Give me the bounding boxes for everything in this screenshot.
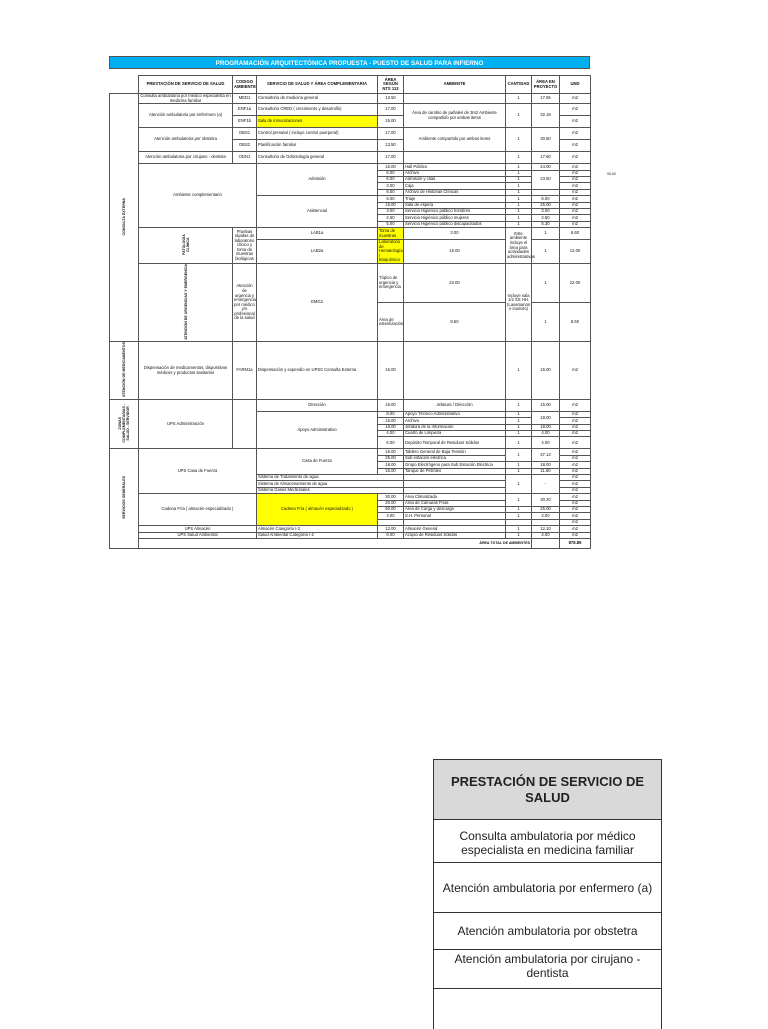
code-cell: ENF1a [233, 104, 257, 116]
servicio-cell: Apoyo Administrativo [257, 411, 378, 449]
zoom-header: PRESTACIÓN DE SERVICIO DE SALUD [434, 759, 661, 820]
proyecto-cell: 4.00 [532, 532, 560, 538]
table-row [110, 104, 591, 116]
code-cell: OBS2 [233, 140, 257, 152]
code-cell: EMG2 [257, 264, 378, 342]
proyecto-cell: 5.30 [532, 221, 560, 227]
area-cell: 17.00 [378, 152, 404, 164]
proyecto-cell: 15.00 [532, 342, 560, 400]
zoom-row-1: Consulta ambulatoria por médico especialista en medicina familiar [434, 820, 661, 863]
servicio-cell: Consultorio CRED ( crecimiento y desarrollo) [257, 104, 378, 116]
group-label: ATENCIÓN DE URGENCIAS Y EMERGENCIA [183, 264, 188, 340]
program-sheet [109, 56, 590, 549]
zoom-row-2: Atención ambulatoria por enfermero (a) [434, 863, 661, 913]
proyecto-cell: 37.13 [532, 449, 560, 462]
ambiente-cell: Acopio de Residuos Sólidos [404, 532, 506, 538]
ambiente-cell: Almacén General [404, 526, 506, 532]
unit-cell: m2 [560, 526, 591, 532]
proyecto-cell: 2.00 [532, 513, 560, 519]
servicio-cell: Toma de muestras [378, 228, 404, 240]
unit-cell: m2 [560, 104, 591, 116]
unit-cell: m2 [560, 128, 591, 140]
group-label: CONSULTA EXTERNA [122, 198, 126, 236]
code-cell: LAB1a [257, 228, 378, 240]
table-row [110, 228, 591, 240]
unit-cell: m2 [560, 475, 591, 481]
proyecto-cell: 24.00 [532, 164, 560, 170]
ambiente-cell [404, 342, 506, 400]
prestacion-cell: Consulta ambulatoria por médico especialista en medicina familiar [140, 93, 231, 103]
area-cell: 17.00 [378, 104, 404, 116]
ambiente-cell: Ambiente compartido por ambos items [404, 128, 506, 152]
area-cell: 30.00 [378, 494, 404, 500]
zoom-row-3: Atención ambulatoria por obstetra [434, 913, 661, 950]
total-value: 878.86 [560, 538, 591, 548]
ambiente-cell: Jefatura / Dirección [404, 399, 506, 411]
area-cell: 12.00 [378, 526, 404, 532]
unit-cell: m2 [560, 519, 591, 525]
unit-cell: m2 [560, 183, 591, 189]
area-cell: 15.00 [378, 449, 404, 455]
area-cell: 22.00 [404, 264, 506, 303]
sheet-title: PROGRAMACIÓN ARQUITECTÓNICA PROPUESTA - PUESTO DE SALUD PARA INFIERNO [109, 56, 590, 69]
servicio-cell: Sistema Gases Medicinales [257, 487, 404, 493]
unit-cell: m2 [560, 170, 591, 176]
ambiente-cell: Incluye sala 1/2 SS HH. (Lavamanos e inodoro) [506, 264, 532, 342]
ambiente-cell [404, 152, 506, 164]
area-cell: 3.00 [378, 183, 404, 189]
area-cell: 5.00 [378, 221, 404, 227]
servicio-cell: Sistema de Tratamiento de agua [257, 475, 404, 481]
area-cell: 6.00 [378, 176, 404, 182]
cantidad-cell: 1 [506, 468, 532, 474]
cantidad-cell: 1 [506, 128, 532, 152]
header-und: UND [560, 76, 591, 94]
ambiente-cell: Tablero General de Baja Tensión [404, 449, 506, 455]
proyecto-cell: 2.50 [532, 215, 560, 221]
unit-cell: m2 [560, 481, 591, 487]
proyecto-cell: 15.00 [532, 399, 560, 411]
proyecto-cell: 18.00 [532, 424, 560, 430]
area-cell: 15.00 [378, 468, 404, 474]
unit-cell: m2 [560, 342, 591, 400]
ambiente-cell: Archivo [404, 418, 506, 424]
table-row [110, 152, 591, 164]
table-row [110, 494, 591, 500]
ambiente-cell: Grupo Electrógeno para Sub Estación Eléctrica [404, 462, 506, 468]
cantidad-cell: 1 [506, 507, 532, 513]
prestacion-cell: Atención ambulatoria por enfermero (a) [139, 104, 233, 128]
unit-cell: m2 [560, 455, 591, 461]
unit-cell: m2 [560, 513, 591, 519]
ambiente-cell: Jefatura de la Información [404, 424, 506, 430]
unit-cell: m2 [560, 462, 591, 468]
area-cell: 4.00 [378, 431, 404, 437]
code-cell: LAB2a [257, 240, 378, 264]
unit-cell: m2 [560, 468, 591, 474]
proyecto-cell: 30.20 [532, 494, 560, 507]
cantidad-cell: 1 [506, 513, 532, 519]
ambiente-cell: Sub estación eléctrica [404, 455, 506, 461]
area-cell: 25.00 [378, 455, 404, 461]
proyecto-cell: 18.00 [532, 411, 560, 424]
cantidad-cell: 1 [506, 94, 532, 104]
area-cell: 15.00 [404, 240, 506, 264]
proyecto-cell: 11.60 [532, 468, 560, 474]
cantidad-cell: 1 [506, 449, 532, 462]
ambiente-cell: Servicio Higiénico público hombres [404, 208, 506, 214]
prestacion-cell: Pruebas rápidas de laboratorio clínico y toma de muestras biológicas [233, 228, 257, 264]
cantidad-cell: 1 [506, 104, 532, 128]
ambiente-cell: Archivo [404, 170, 506, 176]
servicio-cell: Consultorio de Odontología general [257, 152, 378, 164]
servicio-cell: Sala de inmunizaciones [257, 116, 378, 128]
cantidad-cell: 1 [506, 526, 532, 532]
servicio-cell: Tópico de urgencia y emergencia [378, 264, 404, 303]
code-cell: OBS1 [233, 128, 257, 140]
cantidad-cell: 1 [506, 475, 532, 494]
servicio-cell: Control prenatal ( incluye control puerperal) [257, 128, 378, 140]
servicio-cell: Sistema de Almacenamiento de agua [257, 481, 404, 487]
header-codigo: CODIGO AMBIENTE [233, 76, 257, 94]
area-cell: 6.00 [378, 170, 404, 176]
header-area-proyecto: ÁREA EN PROYECTO [532, 76, 560, 94]
ambiente-cell: Triaje [404, 196, 506, 202]
ambiente-cell: Caja [404, 183, 506, 189]
area-cell: 15.00 [378, 342, 404, 400]
cantidad-cell: 1 [506, 189, 532, 195]
area-cell: 60.00 [378, 507, 404, 513]
unit-cell: m2 [560, 424, 591, 430]
cantidad-cell: 1 [506, 411, 532, 417]
unit-cell: m2 [560, 437, 591, 449]
ambiente-cell: Área de cambio de pañales de 3m2 Ambiente compartido por ambas items [404, 104, 506, 128]
unit-cell: m2 [560, 208, 591, 214]
proyecto-cell: 17.55 [532, 94, 560, 104]
code-cell: MED1 [233, 94, 257, 104]
ambiente-cell: Sala de espera [404, 202, 506, 208]
header-servicio: SERVICIO DE SALUD Y ÁREA COMPLEMENTARIA [257, 76, 378, 94]
cantidad-cell: 1 [506, 176, 532, 182]
unit-cell: m2 [560, 215, 591, 221]
prestacion-cell: Cadena Fría ( almacén especializado ) [139, 494, 257, 526]
header-prestacion: PRESTACIÓN DE SERVICIO DE SALUD [139, 76, 233, 94]
table-row [110, 399, 591, 411]
cantidad-cell: 1 [506, 183, 532, 189]
servicio-cell: Admisión [257, 164, 378, 196]
total-row [110, 538, 591, 548]
cantidad-cell: 1 [506, 164, 532, 170]
proyecto-cell: 4.00 [532, 431, 560, 437]
area-cell: 15.00 [378, 418, 404, 424]
prestacion-cell: UPS Administración [139, 399, 233, 449]
unit-cell: m2 [560, 494, 591, 500]
area-cell: 18.00 [378, 424, 404, 430]
prestacion-cell: UPS Salud Ambiental [139, 532, 257, 538]
unit-cell: m2 [560, 507, 591, 513]
zoom-row-4: Atención ambulatoria por cirujano - dentista [434, 950, 661, 989]
proyecto-cell: 18.00 [532, 462, 560, 468]
proyecto-cell: 6.60 [560, 228, 591, 240]
unit-cell: m2 [560, 500, 591, 506]
ambiente-cell: Este ambiente incluye el área para actividades administrativas [506, 228, 532, 264]
area-cell: 15.00 [378, 202, 404, 208]
ambiente-cell: Área de Carga y descarga [404, 507, 506, 513]
unit-cell: m2 [560, 411, 591, 417]
servicio-cell: Área de esterilización [378, 303, 404, 342]
ambiente-cell: S.H. Personal [404, 513, 506, 519]
servicio-cell: Asistencial [257, 196, 378, 228]
prestacion-cell: UPS Casa de Fuerza [139, 449, 257, 494]
cantidad-cell: 1 [532, 303, 560, 342]
unit-cell: m2 [560, 94, 591, 104]
program-table [109, 75, 591, 549]
group-label: ATENCIÓN DE MEDICAMENTOS [122, 342, 126, 398]
total-label: ÁREA TOTAL DE AMBIENTES [139, 538, 532, 548]
code-cell: ENF1b [233, 116, 257, 128]
group-label: SERVICIOS GENERALES [122, 476, 126, 520]
ambiente-cell: Depósito Temporal de Residuos Sólidos [404, 437, 506, 449]
zoom-panel [433, 759, 662, 1029]
group-label: PATOLOGÍA CLÍNICA [181, 234, 190, 256]
servicio-cell: Salud Ambiental Categoría I-2 [257, 532, 378, 538]
unit-cell: m2 [560, 449, 591, 455]
servicio-cell: Dirección [257, 399, 378, 411]
servicio-cell: Dispensación y expendio en UPSS Consulta Externa [257, 342, 378, 400]
cantidad-cell: 1 [506, 437, 532, 449]
servicio-cell: Laboratorio de Hematología / Bioquímica [379, 239, 403, 263]
proyecto-cell: 30.50 [532, 128, 560, 152]
proyecto-cell: 23.50 [532, 170, 560, 189]
unit-cell: m2 [560, 116, 591, 128]
ambiente-cell: Archivo de Historias Clínicas [404, 189, 506, 195]
header-area-nts: ÁREA SEGÚN NTS 113 [378, 76, 404, 94]
cantidad-cell: 1 [506, 170, 532, 176]
group-label: ZONAS COMPLEMENTARIAS - SALUD - SERVIDOR [118, 404, 130, 443]
side-note: 98.80 [607, 172, 616, 176]
cantidad-cell: 1 [532, 240, 560, 264]
ambiente-cell [404, 94, 506, 104]
prestacion-cell: Dispensación de medicamentos, dispositivos médicos y productos sanitarios [139, 342, 233, 400]
proyecto-cell: 4.00 [532, 437, 560, 449]
area-cell: 6.00 [378, 437, 404, 449]
area-cell: 8.50 [404, 303, 506, 342]
proyecto-cell: 8.50 [560, 303, 591, 342]
cantidad-cell: 1 [506, 462, 532, 468]
area-cell: 20.00 [378, 500, 404, 506]
area-cell: 2.50 [378, 215, 404, 221]
unit-cell: m2 [560, 431, 591, 437]
ambiente-cell: Tanque de Petróleo [404, 468, 506, 474]
ambiente-cell: Servicio Higiénico público discapacitados [404, 221, 506, 227]
table-row [110, 94, 591, 104]
unit-cell: m2 [560, 487, 591, 493]
area-cell: 8.00 [378, 532, 404, 538]
proyecto-cell: 3.00 [532, 208, 560, 214]
table-row [110, 342, 591, 400]
area-cell: 13.50 [378, 140, 404, 152]
cantidad-cell: 1 [506, 221, 532, 227]
ambiente-cell: Cuarto de Limpieza [404, 431, 506, 437]
area-cell: 6.00 [378, 196, 404, 202]
cantidad-cell: 1 [506, 215, 532, 221]
unit-cell: m2 [560, 152, 591, 164]
cantidad-cell: 1 [506, 196, 532, 202]
area-cell: 18.00 [378, 462, 404, 468]
code-cell: FARM1a [233, 342, 257, 400]
proyecto-cell: 12.00 [560, 240, 591, 264]
cantidad-cell: 1 [506, 152, 532, 164]
servicio-cell: Planificación familiar [257, 140, 378, 152]
unit-cell: m2 [560, 189, 591, 195]
proyecto-cell: 25.00 [532, 202, 560, 208]
ambiente-cell: Área de Cámaras Frías [404, 500, 506, 506]
proyecto-cell: 25.00 [532, 507, 560, 513]
unit-cell: m2 [560, 202, 591, 208]
cantidad-cell: 1 [506, 399, 532, 411]
code-cell: ODN1 [233, 152, 257, 164]
area-cell: 8.00 [378, 411, 404, 417]
table-row [110, 128, 591, 140]
servicio-cell: Cadena Fría ( almacén especializado ) [257, 494, 378, 526]
unit-cell: m2 [560, 399, 591, 411]
cantidad-cell: 1 [506, 342, 532, 400]
proyecto-cell: 22.00 [560, 264, 591, 303]
servicio-cell: Almacén Categoría I-2 [257, 526, 378, 532]
proyecto-cell: - [532, 475, 560, 494]
servicio-cell: Casa de Fuerza [257, 449, 378, 475]
prestacion-cell: Atención ambulatoria por cirujano - dentista [139, 152, 233, 164]
unit-cell: m2 [560, 221, 591, 227]
header-cantidad: CANTIDAD [506, 76, 532, 94]
servicio-cell: Consultorio de medicina general [257, 94, 378, 104]
area-cell: 3.00 [378, 513, 404, 519]
unit-cell: m2 [560, 418, 591, 424]
code-cell [233, 399, 257, 449]
ambiente-cell: Admisión y citas [404, 176, 506, 182]
prestacion-cell: UPS Almacén [139, 526, 257, 532]
prestacion-cell: Ambiente complementario [139, 164, 257, 228]
ambiente-cell: Servicio Higiénico público mujeres [404, 215, 506, 221]
unit-cell: m2 [560, 140, 591, 152]
header-row [110, 76, 591, 94]
ambiente-cell: Apoyo Técnico Administrativo [404, 411, 506, 417]
unit-cell: m2 [560, 532, 591, 538]
proyecto-cell: 17.60 [532, 152, 560, 164]
prestacion-cell: Atención ambulatoria por obstetra [139, 128, 233, 152]
table-row [110, 264, 591, 303]
cantidad-cell: 1 [532, 264, 560, 303]
area-cell: 15.00 [378, 164, 404, 170]
area-cell: 15.00 [378, 116, 404, 128]
area-cell: 15.00 [378, 399, 404, 411]
table-row [110, 449, 591, 455]
unit-cell: m2 [560, 176, 591, 182]
cantidad-cell: 1 [506, 208, 532, 214]
header-ambiente: AMBIENTE [404, 76, 506, 94]
cantidad-cell: 1 [506, 494, 532, 507]
cantidad-cell: 1 [506, 418, 532, 424]
area-cell: 17.00 [378, 128, 404, 140]
ambiente-cell: Hall Público [404, 164, 506, 170]
proyecto-cell: 6.00 [532, 196, 560, 202]
proyecto-cell: 32.18 [532, 104, 560, 128]
proyecto-cell: 12.10 [532, 526, 560, 532]
cantidad-cell: 1 [506, 431, 532, 437]
area-cell: 3.00 [404, 228, 506, 240]
prestacion-cell: Atención de urgencia y emergencia por médico y/o profesional de la salud [233, 264, 257, 342]
ambiente-cell: Área Climatizada [404, 494, 506, 500]
cantidad-cell: 1 [506, 424, 532, 430]
unit-cell: m2 [560, 164, 591, 170]
cantidad-cell: 1 [506, 532, 532, 538]
cantidad-cell: 1 [506, 202, 532, 208]
unit-cell: m2 [560, 196, 591, 202]
area-cell: 13.50 [378, 94, 404, 104]
area-cell: 3.00 [378, 208, 404, 214]
cantidad-cell: 1 [532, 228, 560, 240]
area-cell: 6.00 [378, 189, 404, 195]
